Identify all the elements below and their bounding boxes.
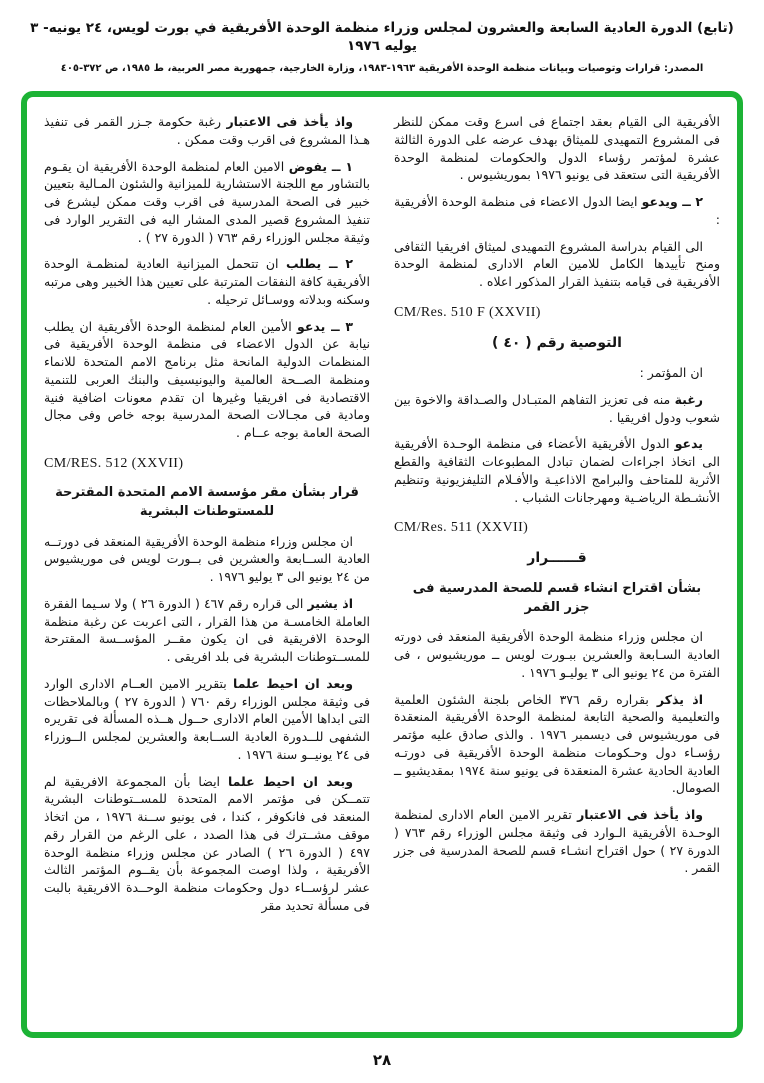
paragraph-lead: واذ يأخذ فى الاعتبار [226, 114, 353, 130]
source-line: المصدر: قرارات وتوصيات وبيانات منظمة الوحدة الأفريقية ١٩٦٣-١٩٨٣، وزارة الخارجية، جمهورية مصر العربية، ط ١٩٨٥، ص ٣٧٢-٤٠٥ [60, 63, 704, 75]
paragraph-lead: واذ يأخذ فى الاعتبار [577, 807, 703, 823]
paragraph-continuation: الأفريقية الى القيام بعقد اجتماع فى اسرع وقت ممكن للنظر فى المشروع التمهيدى للميثاق بهدف عرضه على الدورة الثالثة عشرة لمؤتمر رؤساء الدول والحكومات لمنظمة الوحدة الأفريقية التى ستعقد فى يونيو ١٩٧٦ بموريشيوس . [394, 114, 720, 183]
paragraph-conference: ان المؤتمر : [639, 365, 703, 381]
paragraph-operative-1 [44, 158, 370, 247]
paragraph-council: ان مجلس وزراء منظمة الوحدة الأفريقية المنعقد فى دورتــه العادية الســابعة والعشرين فى بــورت لويس فى موريشيوس من ٢٤ يونيو الى ٣ يوليو ١٩٧٦ . [44, 533, 370, 585]
recommendation-heading: التوصية رقم ( ٤٠ ) [492, 334, 622, 351]
paragraph-text: بتقرير الامين العــام الادارى الوارد فى وثيقة مجلس الوزراء رقم ٧٦٠ ( الدورة ٢٧ ) وبالملاحظات التى ابداها الأمين العام الادارى حــول هــذه المسألة فى تقريره الشفهى للــدورة العادية الســابعة والعشرين لمجلس الــوزراء فى ٢٤ يونيــو سنة ١٩٧٦ . [44, 675, 370, 762]
paragraph-lead: وبعد ان احيط علما [227, 773, 354, 789]
paragraph-taking-account [394, 806, 720, 877]
paragraph-noting-report [44, 675, 370, 764]
paragraph-text: بقراره رقم ٣٧٦ الخاص بلجنة الشئون العلمية والتعليمية والصحية التابعة لمنظمة الوحدة الأفريقية المنعقدة فى موريشيوس فى ديسمبر ١٩٧٦ . والذى صادق عليه مؤتمر رؤسـاء دول وحـكومات منظمة الوحدة الأفريقية فى دورتـه العادية الحادية عشرة المنعقدة فى يونيو سنة ١٩٧٤ بمقديشيو ــ الصومال. [394, 691, 720, 796]
paragraph-text: الأمين العام لمنظمة الوحدة الأفريقية ان يطلب نيابة عن الدول الاعضاء فى منظمة الوحدة الأفريقية فى المنظمات الدولية المانحة مثل برنامج الامم المتحدة للانماء ومنظمة الصــحة العالمية واليونيسيف والبنك العربى للتنمية الاقتصادية فى افريقيا وغيرها ان تقدم معونات اضافية فنية ومادية فى مجـالات الصحة المدرسية بوجه خاص وفى مجال الصحة العامة بوجه عــام . [44, 318, 370, 441]
resolution-ref-512: CM/RES. 512 (XXVII) [44, 455, 184, 471]
paragraph-lead: ٢ ــ يطلب [285, 256, 353, 272]
paragraph-text: ايضا الدول الاعضاء فى منظمة الوحدة الأفريقية : [394, 194, 720, 227]
paragraph-lead: وبعد ان احيط علما [233, 675, 353, 691]
resolution-heading: قرار بشأن مقر مؤسسة الامم المتحدة المقترحة للمستوطنات البشرية [55, 484, 359, 519]
paragraph-considering [44, 113, 370, 149]
paragraph-text: ان تتحمل الميزانية العادية لمنظمـة الوحدة الأفريقية كافة النفقات المترتبة على تعيين هذا الخبير وهى مرتبه وسكنه وبدلاته ووسـائل ترحيله . [44, 256, 370, 307]
paragraph-invites [394, 435, 720, 506]
paragraph-desiring [394, 391, 720, 427]
column-left [44, 113, 370, 1024]
paragraph-operative-2 [44, 255, 370, 308]
paragraph-lead: ١ ــ يفوض [288, 158, 354, 174]
paragraph-operative-2 [394, 193, 720, 229]
content-frame [21, 91, 743, 1038]
page-number: ٢٨ [372, 1051, 392, 1070]
paragraph-text: الامين العام لمنظمة الوحدة الأفريقية ان يقـوم بالتشاور مع اللجنة الاستشارية للميزانية والشئون المـالية بتعيين خبير فى الصحة المدرسية فى اقرب وقت ممكن ليشرع فى تنفيذ المشروع قصير المدى المشار اليه فى التقرير الوارد فى وثيقة مجلس الوزراء رقم ٧٦٣ ( الدورة ٢٧ ) . [44, 158, 370, 245]
column-right [394, 113, 720, 1024]
resolution-heading: قــــــرار [527, 550, 587, 567]
paragraph-text: الى قراره رقم ٤٦٧ ( الدورة ٢٦ ) ولا سـيما الفقرة العاملة الخامسـة من هذا القرار ، التى اعربت عن رغبة منظمة الوحدة الافريقية فى ان يكون مقــر المؤســسة المقترحة للمســتوطنات البشرية فى بلد افريقى . [44, 595, 370, 665]
paragraph-lead: رغبة [674, 391, 703, 407]
paragraph-noting-group [44, 773, 370, 915]
paragraph-lead: يدعو [674, 436, 703, 452]
paragraph-text: منه فى تعزيز التفاهم المتبـادل والصـداقة والاخوة بين شعوب ودول افريقيا . [394, 391, 720, 425]
resolution-subject: بشأن اقتراح انشاء قسم للصحة المدرسية فى جزر القمر [412, 580, 702, 615]
paragraph-lead: ٢ ــ ويدعو [641, 194, 703, 210]
paragraph-text: ايضا بأن المجموعة الافريقية لم تتمــكن فى مؤتمر الامم المتحدة للمســتوطنات البشرية المنعقد فى فانكوفر ، كندا ، فى يونيو ســنة ١٩٧٦ ، من اتخاذ موقف مشــترك فى هذا الصدد ، على الرغم من القرار رقم ٤٩٧ ( الدورة ٢٦ ) الصادر عن مجلس وزراء منظمة الوحدة الأفريقية ، ولذا اوصت المجموعة بأن يقــوم المؤتمر الثالث عشر لرؤســاء دول وحكومات منظمة الوحــدة الافريقية بالبت فى مسألة تحديد مقر [44, 773, 371, 913]
paragraph-text: رغبة حكومة جـزر القمر فى تنفيذ هـذا المشروع فى اقرب وقت ممكن . [44, 114, 370, 147]
paragraph-council: ان مجلس وزراء منظمة الوحدة الأفريقية المنعقد فى دورته العادية السـابعة والعشرين ببـورت لويس ــ موريشيوس ، فى الفترة من ٢٤ يونيو الى ٣ يوليـو ١٩٧٦ . [394, 629, 720, 680]
paragraph-lead: ٣ ــ يدعو [297, 318, 353, 334]
paragraph-text: الدول الأفريقية الأعضاء فى منظمة الوحـدة الأفريقية الى اتخاذ اجراءات لضمان تبادل المطبوعات الثقافية والقطع الأثرية للمتاحف والبرامج الاذاعيـة والأفـلام التليفزيونية وتنظيم الأنشـطة الرياضـية ومهرجانات الشباب . [394, 436, 720, 505]
paragraph-lead: اذ يشير [307, 595, 353, 611]
paragraph-text: تقرير الامين العام الادارى لمنظمة الوحـدة الأفريقية الـوارد فى وثيقة مجلس الوزراء رقم ٧٦٣ ( الدورة ٢٧ ) حول اقتراح انشـاء قسم للصحة المدرسية فى جزر القمر . [394, 807, 720, 876]
paragraph-operative-3 [44, 318, 370, 442]
paragraph-recalling [44, 595, 370, 666]
session-title: (تابع) الدورة العادية السابعة والعشرون لمجلس وزراء منظمة الوحدة الأفريقية في بورت لويس، ٢٤ يونيه- ٣ يوليه ١٩٧٦ [30, 20, 734, 54]
document-footer [0, 1050, 764, 1069]
document-header [0, 0, 764, 75]
paragraph-lead: اذ يذكر [656, 691, 703, 707]
resolution-ref-510: CM/Res. 510 F (XXVII) [394, 304, 541, 320]
paragraph-recalling [394, 691, 720, 798]
paragraph-operative-2-sub: الى القيام بدراسة المشروع التمهيدى لميثاق افريقيا الثقافى ومنح تأييدها الكامل للامين العام الادارى لمنظمة الوحدة الأفريقية فى قيامه بتنفيذ القرار المذكور اعلاه . [394, 238, 720, 290]
resolution-ref-511: CM/Res. 511 (XXVII) [394, 520, 529, 536]
